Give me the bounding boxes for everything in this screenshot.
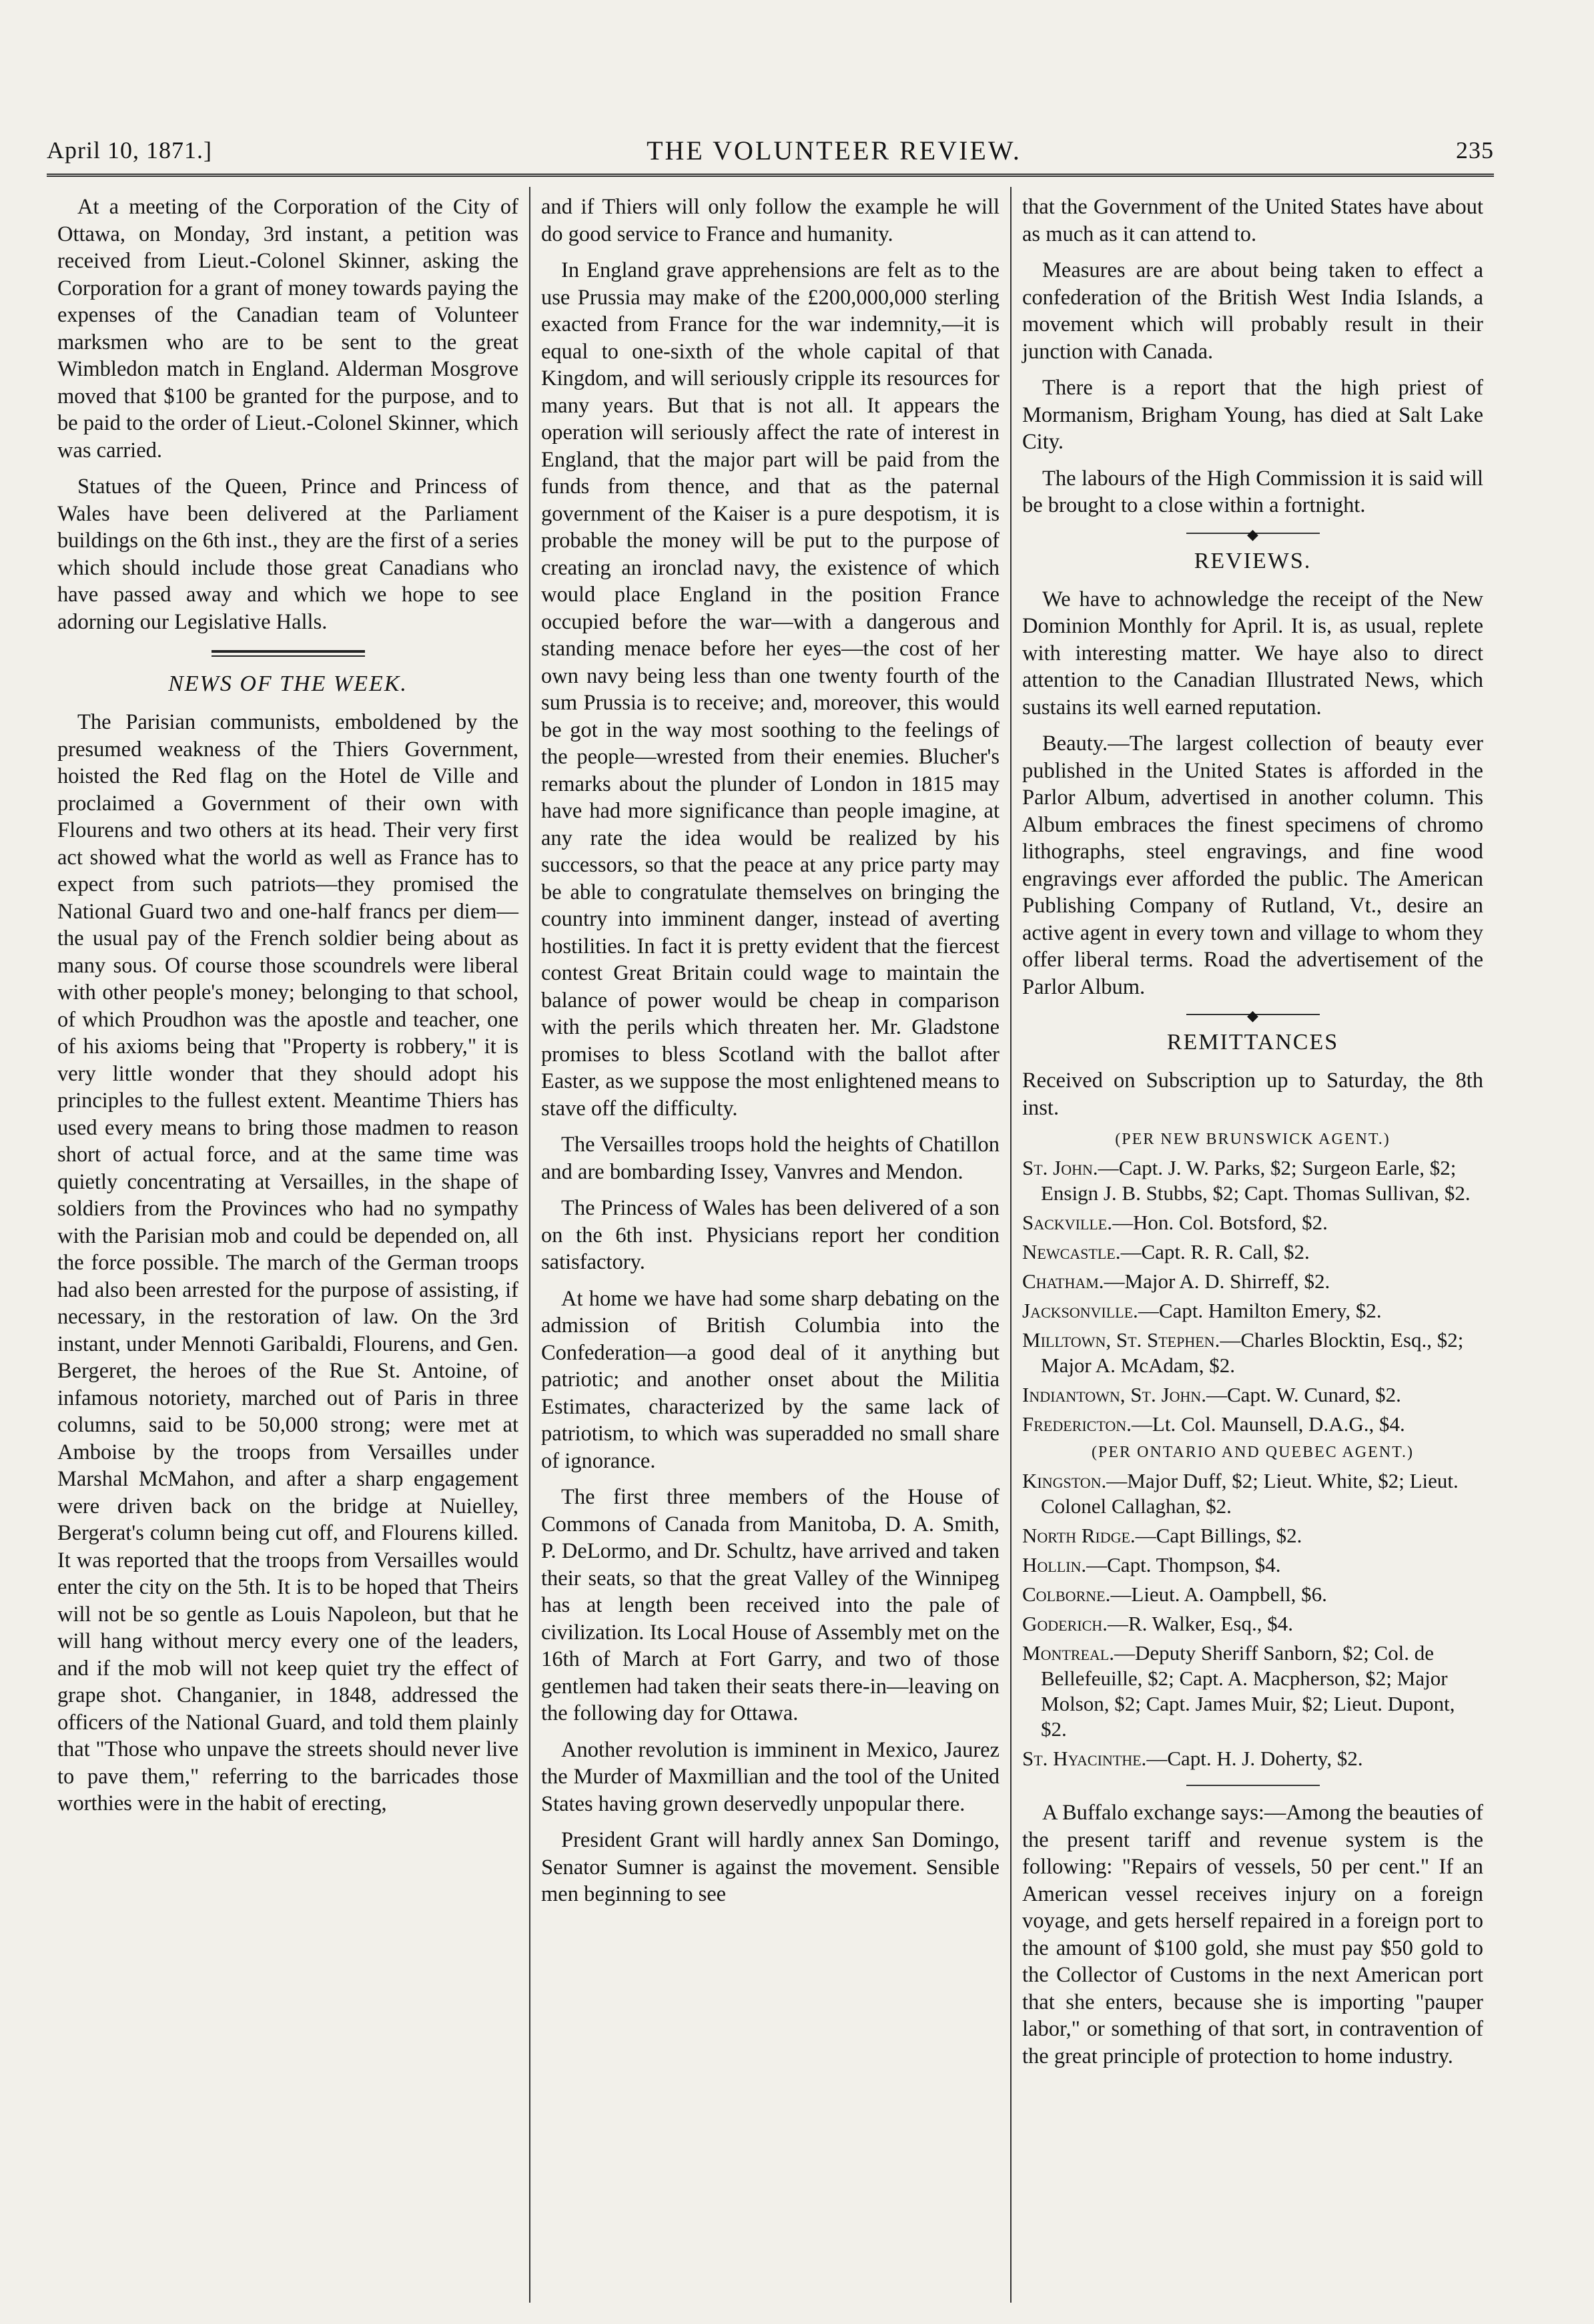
remittance-entry bbox=[1022, 1210, 1483, 1235]
review-new-dominion-monthly: We have to achnowledge the receipt of the New Dominion Monthly for April. It is, as usual, replete with interesting matter. We haye also to direct attention to the Canadian Illustrated News, which sustains its well earned reputation. bbox=[1022, 587, 1483, 719]
remittance-entry bbox=[1022, 1155, 1483, 1206]
remittance-town: Chatham. bbox=[1022, 1269, 1104, 1293]
page-header bbox=[47, 127, 1494, 177]
remittance-details: —Capt. H. J. Doherty, $2. bbox=[1146, 1747, 1363, 1770]
remittances-intro: Received on Subscription up to Saturday, the 8th inst. bbox=[1022, 1069, 1483, 1120]
agent-label-ontario-quebec: (PER ONTARIO AND QUEBEC AGENT.) bbox=[1092, 1444, 1414, 1461]
remittance-entry bbox=[1022, 1552, 1483, 1578]
remittance-town: Jacksonville. bbox=[1022, 1299, 1138, 1322]
header-title: THE VOLUNTEER REVIEW. bbox=[647, 135, 1022, 166]
column-right bbox=[1012, 187, 1494, 2303]
agent-label-new-brunswick: (PER NEW BRUNSWICK AGENT.) bbox=[1115, 1131, 1390, 1148]
remittance-entry bbox=[1022, 1611, 1483, 1637]
remittance-details: —Deputy Sheriff Sanborn, $2; Col. de Bellefeuille, $2; Capt. A. Macpherson, $2; Major Molson, $2; Capt. James Muir, $2; Lieut. Dupont, $2. bbox=[1041, 1641, 1455, 1741]
article-thiers-continued: and if Thiers will only follow the example he will do good service to France and humanity. bbox=[541, 195, 1000, 246]
remittance-entry bbox=[1022, 1298, 1483, 1324]
remittance-details: —Capt. R. R. Call, $2. bbox=[1120, 1240, 1310, 1263]
article-us-government-continued: that the Government of the United States have about as much as it can attend to. bbox=[1022, 195, 1483, 246]
review-parlor-album: Beauty.—The largest collection of beauty ever published in the United States is afforded in the Parlor Album, advertised in another column. This Album embraces the finest specimens of chromo lithographs, steel engravings, and fine wood engravings ever afforded the public. The American Publishing Company of Rutland, Vt., desire an active agent in every town and village to whom they offer liberal terms. Road the advertisement of the Parlor Album. bbox=[1022, 732, 1483, 999]
remittance-town: St. John. bbox=[1022, 1156, 1098, 1179]
article-ottawa-corporation: At a meeting of the Corporation of the City of Ottawa, on Monday, 3rd instant, a petition was received from Lieut.-Colonel Skinner, asking the Corporation for a grant of money towards paying the expenses of the Canadian team of Volunteer marksmen who are to be sent to the great Wimbledon match in England. Alderman Mosgrove moved that $100 be granted for the purpose, and to be paid to the order of Lieut.-Colonel Skinner, which was carried. bbox=[57, 195, 518, 463]
column-middle bbox=[529, 187, 1012, 2303]
remittance-entry bbox=[1022, 1269, 1483, 1294]
news-of-week-heading: NEWS OF THE WEEK. bbox=[168, 671, 408, 696]
remittance-entry bbox=[1022, 1239, 1483, 1265]
remittance-town: Hollin. bbox=[1022, 1553, 1087, 1576]
article-san-domingo: President Grant will hardly annex San Domingo, Senator Sumner is against the movement. Sensible men beginning to see bbox=[541, 1828, 1000, 1906]
remittance-details: —Capt. Hamilton Emery, $2. bbox=[1138, 1299, 1382, 1322]
remittance-entry bbox=[1022, 1328, 1483, 1378]
columns bbox=[47, 187, 1495, 2303]
remittance-town: Colborne. bbox=[1022, 1582, 1111, 1606]
remittance-town: Montreal. bbox=[1022, 1641, 1114, 1665]
article-manitoba-members: The first three members of the House of Commons of Canada from Manitoba, D. A. Smith, P. DeLormo, and Dr. Schultz, have arrived and taken their seats, so that the great Valley of the Winnipeg has at length been received into the pale of civilization. Its Local House of Assembly met on the 16th of March at Fort Garry, and two of those gentlemen had taken their seats there-in—leaving on the following day for Ottawa. bbox=[541, 1485, 1000, 1725]
remittance-entry bbox=[1022, 1746, 1483, 1771]
header-date: April 10, 1871.] bbox=[47, 137, 212, 164]
section-divider bbox=[1186, 1785, 1320, 1786]
reviews-heading: REVIEWS. bbox=[1194, 548, 1312, 573]
remittance-town: Newcastle. bbox=[1022, 1240, 1121, 1263]
column-left bbox=[47, 187, 529, 2303]
remittance-town: Fredericton. bbox=[1022, 1412, 1132, 1436]
section-divider: ◆ bbox=[1186, 533, 1320, 535]
article-princess-of-wales: The Princess of Wales has been delivered of a son on the 6th inst. Physicians report her condition satisfactory. bbox=[541, 1196, 1000, 1274]
remittance-town: North Ridge. bbox=[1022, 1524, 1136, 1547]
remittance-details: —R. Walker, Esq., $4. bbox=[1107, 1612, 1294, 1635]
remittance-details: —Capt. W. Cunard, $2. bbox=[1206, 1383, 1401, 1406]
remittance-entry bbox=[1022, 1641, 1483, 1742]
section-divider: ◆ bbox=[1186, 1014, 1320, 1016]
remittance-entry bbox=[1022, 1468, 1483, 1519]
article-brigham-young: There is a report that the high priest of Mormanism, Brigham Young, has died at Salt Lake City. bbox=[1022, 376, 1483, 454]
remittance-details: —Major Duff, $2; Lieut. White, $2; Lieut. Colonel Callaghan, $2. bbox=[1041, 1469, 1459, 1518]
remittance-details: —Lt. Col. Maunsell, D.A.G., $4. bbox=[1131, 1412, 1405, 1436]
article-west-india-confederation: Measures are are about being taken to effect a confederation of the British West India Islands, a movement which will probably result in their junction with Canada. bbox=[1022, 258, 1483, 364]
remittance-list-ontario-quebec bbox=[1022, 1468, 1483, 1771]
article-versailles-troops: The Versailles troops hold the heights of Chatillon and are bombarding Issey, Vanvres and Mendon. bbox=[541, 1133, 1000, 1184]
remittance-entry bbox=[1022, 1412, 1483, 1437]
remittance-town: Indiantown, St. John. bbox=[1022, 1383, 1206, 1406]
article-mexico-revolution: Another revolution is imminent in Mexico, Jaurez the Murder of Maxmillian and the tool of the United States having grown deservedly unpopular there. bbox=[541, 1737, 1000, 1816]
remittance-details: —Capt Billings, $2. bbox=[1135, 1524, 1302, 1547]
article-buffalo-exchange: A Buffalo exchange says:—Among the beauties of the present tariff and revenue system is the following: "Repairs of vessels, 50 per cent." If an American vessel receives injury on a foreign voyage, and gets herself repaired in a foreign port to the amount of $100 gold, she must pay $50 gold to the Collector of Customs in the next American port that she enters, because she is importing "pauper labor," or something of that sort, in contravention of the great principle of protection to home industry. bbox=[1022, 1801, 1483, 2068]
remittances-heading: REMITTANCES bbox=[1166, 1030, 1339, 1055]
remittance-details: —Charles Blocktin, Esq., $2; Major A. McAdam, $2. bbox=[1041, 1328, 1464, 1377]
remittance-town: St. Hyacinthe. bbox=[1022, 1747, 1147, 1770]
remittance-town: Kingston. bbox=[1022, 1469, 1107, 1492]
remittance-details: —Lieut. A. Oampbell, $6. bbox=[1110, 1582, 1327, 1606]
header-page-number: 235 bbox=[1456, 137, 1494, 164]
remittance-details: —Hon. Col. Botsford, $2. bbox=[1112, 1211, 1328, 1234]
remittance-town: Milltown, St. Stephen. bbox=[1022, 1328, 1220, 1352]
remittance-entry bbox=[1022, 1523, 1483, 1548]
article-high-commission: The labours of the High Commission it is said will be brought to a close within a fortnight. bbox=[1022, 466, 1483, 517]
remittance-entry bbox=[1022, 1382, 1483, 1408]
remittance-entry bbox=[1022, 1582, 1483, 1607]
remittance-details: —Major A. D. Shirreff, $2. bbox=[1104, 1269, 1330, 1293]
remittance-details: —Capt. Thompson, $4. bbox=[1086, 1553, 1281, 1576]
remittance-details: —Capt. J. W. Parks, $2; Surgeon Earle, $2; Ensign J. B. Stubbs, $2; Capt. Thomas Sullivan, $2. bbox=[1041, 1156, 1471, 1205]
remittance-list-new-brunswick bbox=[1022, 1155, 1483, 1437]
section-divider bbox=[212, 650, 365, 657]
article-debating-at-home: At home we have had some sharp debating on the admission of British Columbia into the Confederation—a good deal of it anything but patriotic; and another onset about the Militia Estimates, characterized by the same lack of patriotism, to which was superadded no small share of ignorance. bbox=[541, 1286, 1000, 1473]
article-parisian-communists: The Parisian communists, emboldened by the presumed weakness of the Thiers Government, hoisted the Red flag on the Hotel de Ville and proclaimed a Government of their own with Flourens and two others at its head. Their very first act showed what the world as well as France has to expect from such patriots—they promised the National Guard two and one-half francs per diem—the usual pay of the French soldier being about as many sous. Of course those scoundrels were liberal with other people's money; belonging to that school, of which Proudhon was the apostle and teacher, one of his axioms being that "Property is robbery," it is very little wonder that they should adopt his principles to the fullest extent. Meantime Thiers has used every means to bring those madmen to reason short of actual force, and at the same time was quietly concentrating at Versailles, in the shape of soldiers from the Provinces who had no sympathy with the Parisian mob and could be depended on, all the force possible. The march of the German troops had also been arrested for the purpose of assisting, if necessary, in the restoration of law. On the 3rd instant, under Mennoti Garibaldi, Flourens, and Gen. Bergeret, the heroes of the Rue St. Antoine, of infamous notoriety, marched out of Paris in three columns, said to be 50,000 strong; were met at Amboise by the troops from Versailles under Marshal McMahon, and after a sharp engagement were driven back on the bridge at Nuielley, Bergerat's column being cut off, and Flourens killed. It was reported that the troops from Versailles would enter the city on the 5th. It is to be hoped that Theirs will not be so gentle as Louis Napoleon, but that he will hang without mercy every one of the leaders, and if the mob will not keep quiet try the effect of grape shot. Changanier, in 1848, addressed the officers of the National Guard, and told them plainly that "Those who unpave the streets should never live to pave them," referring to the barricades those worthies were in the habit of erecting, bbox=[57, 710, 518, 1815]
article-england-apprehensions: In England grave apprehensions are felt as to the use Prussia may make of the £200,000,000 sterling exacted from France for the war indemnity,—it is equal to one-sixth of the whole capital of that Kingdom, and will seriously cripple its resources for many years. But that is not all. It appears the operation will seriously affect the rate of interest in England, that the major part will be paid from the funds from thence, and that as the paternal government of the Kaiser is a pure despotism, it is probable the money will be put to the purpose of creating an ironclad navy, the existence of which would place England in the position France occupied before the war—with a dangerous and standing menace before her eyes—the cost of her own navy being less than one twenty fourth of the sum Prussia is to receive; and, moreover, this would be got in the way most soothing to the feelings of the people—wrested from their enemies. Blucher's remarks about the plunder of London in 1815 may have had more significance than people imagine, at any rate the idea would be realized by his successors, so that the peace at any price party may be able to congratulate themselves on bringing the country into imminent danger, instead of averting hostilities. In fact it is pretty evident that the fiercest contest Great Britain could wage to maintain the balance of power would be cheap in comparison with the perils which threaten her. Mr. Gladstone promises to bless Scotland with the ballot after Easter, as we suppose the most enlightened means to stave off the difficulty. bbox=[541, 258, 1000, 1121]
remittance-town: Goderich. bbox=[1022, 1612, 1108, 1635]
remittance-town: Sackville. bbox=[1022, 1211, 1112, 1234]
article-statues: Statues of the Queen, Prince and Princess of Wales have been delivered at the Parliament buildings on the 6th inst., they are the first of a series which should include those great Canadians who have passed away and which we hope to see adorning our Legislative Halls. bbox=[57, 475, 518, 634]
